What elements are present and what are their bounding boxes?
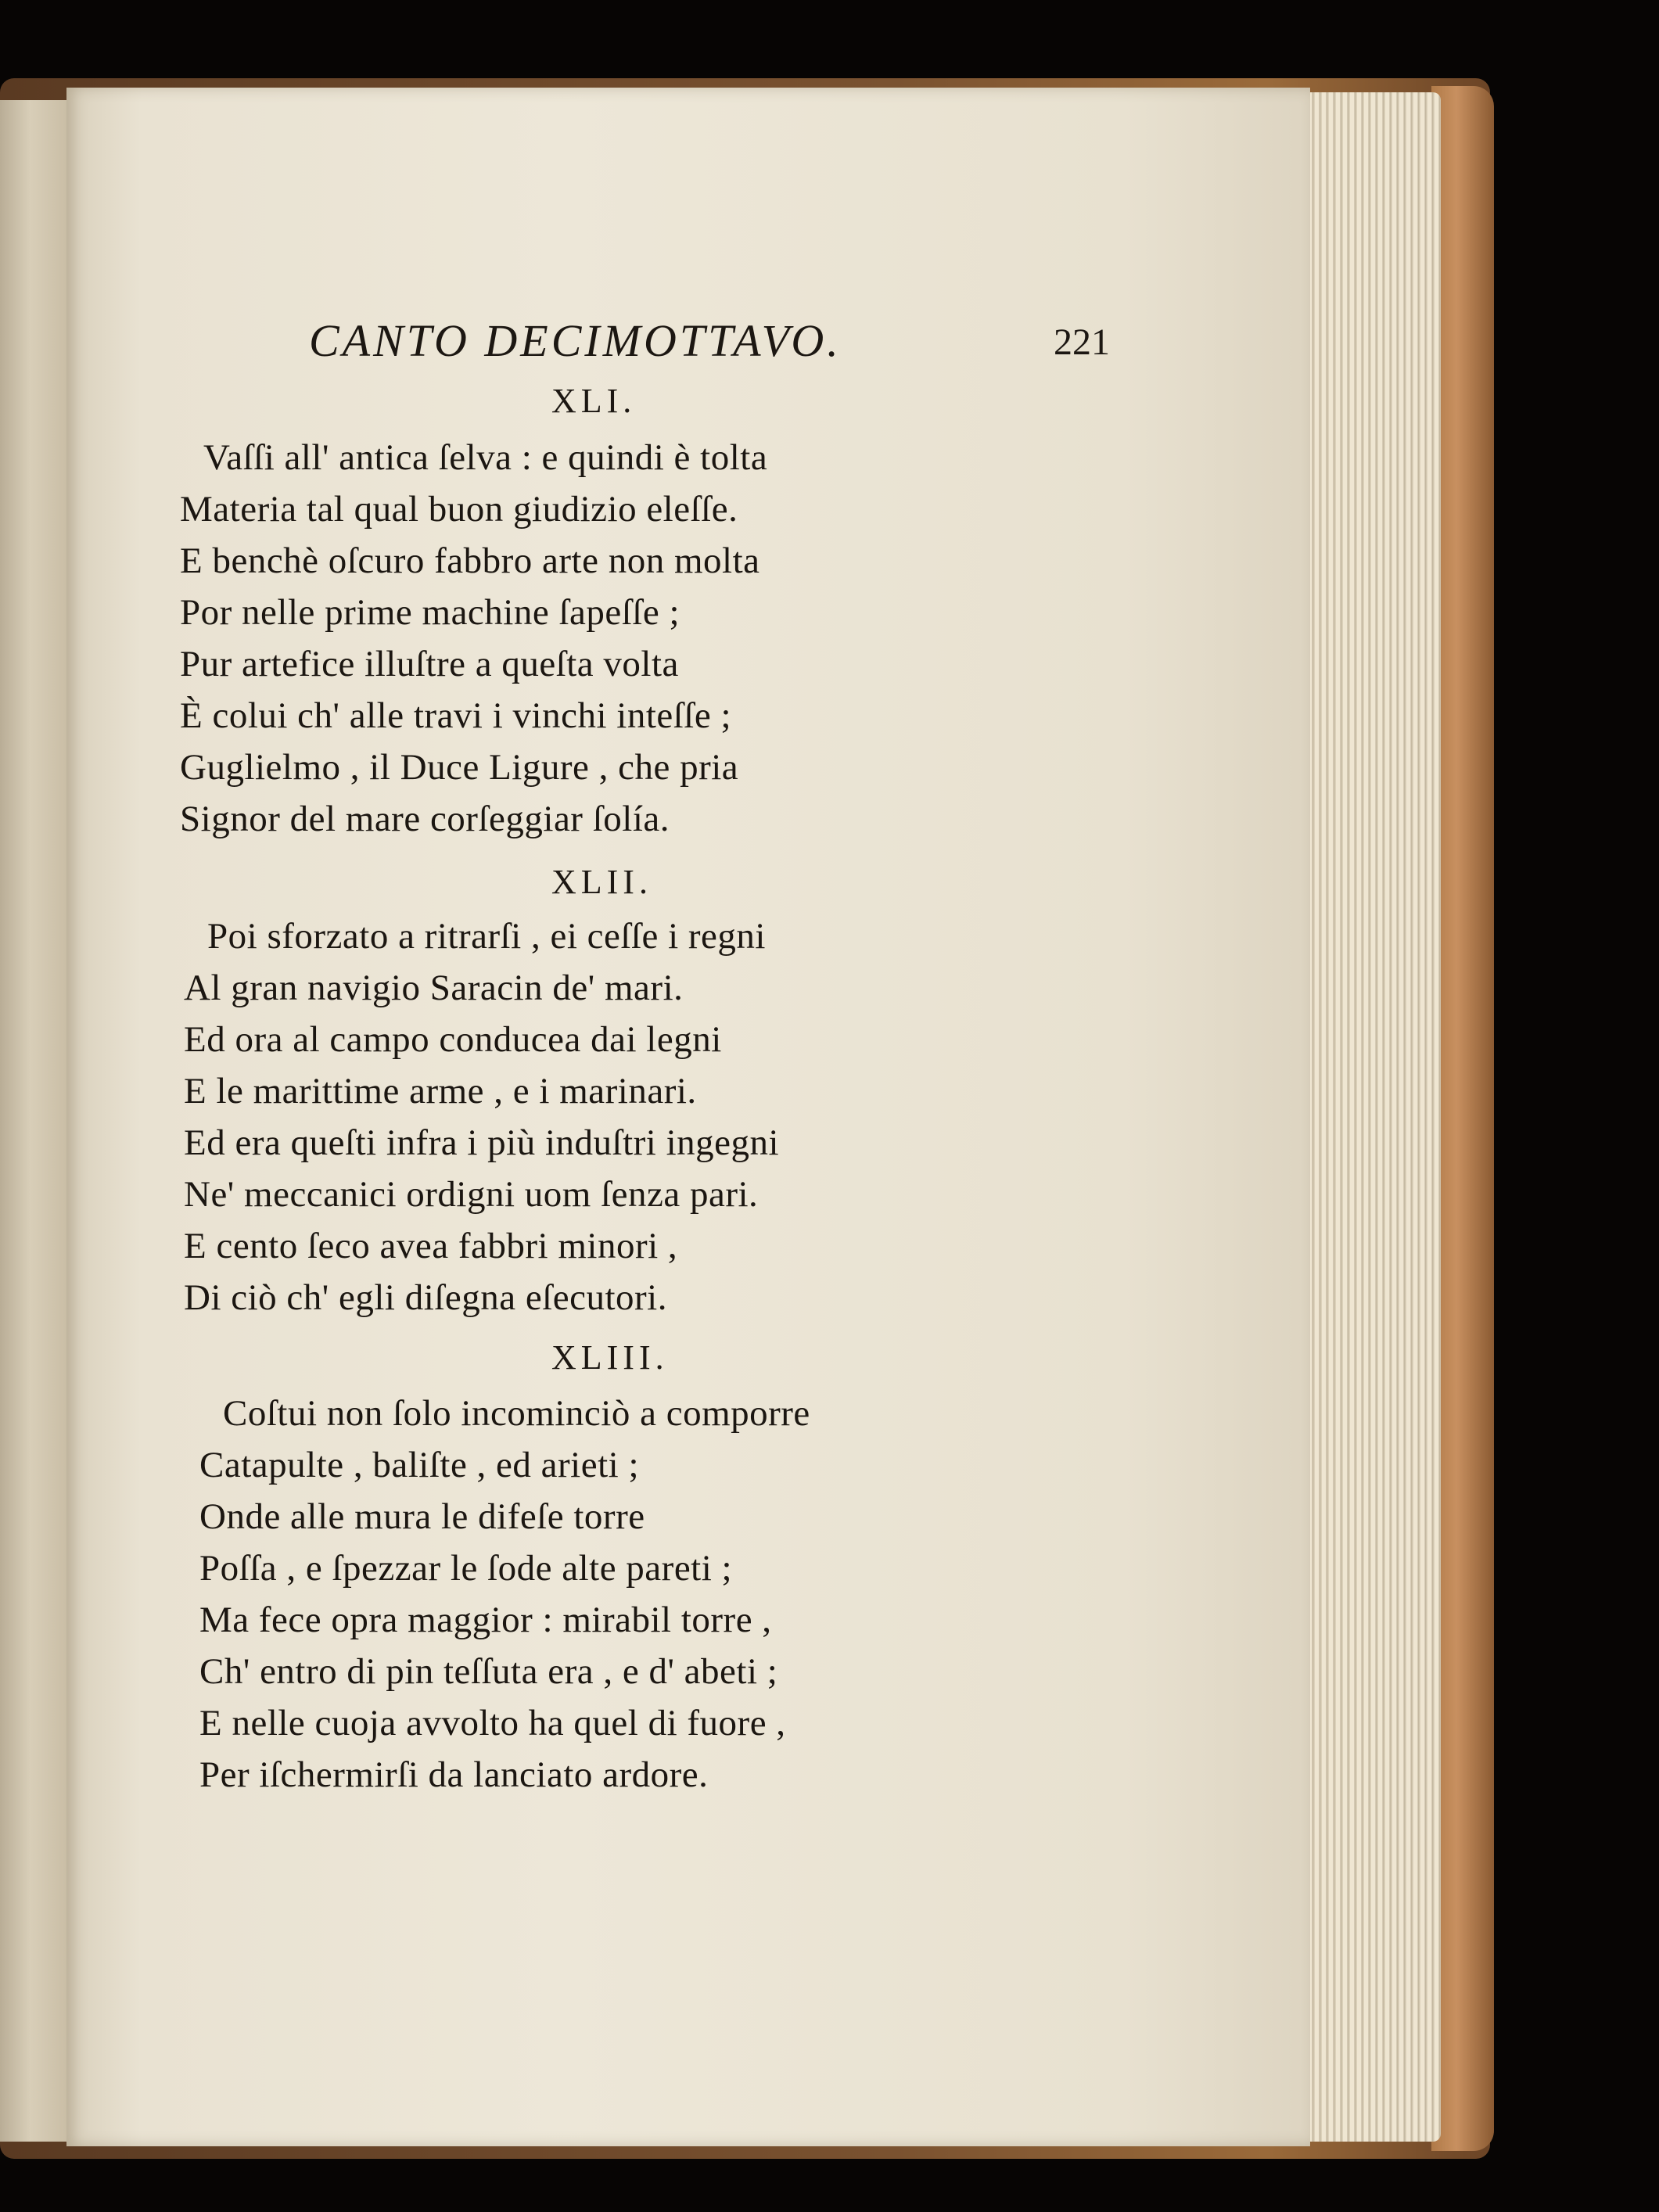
verse-line: Per iſchermirſi da lanciato ardore. <box>199 1754 709 1795</box>
verse-line: E benchè oſcuro fabbro arte non molta <box>180 540 760 581</box>
verse-line: Pur artefice illuſtre a queſta volta <box>180 644 679 684</box>
stanza-text <box>184 910 780 1323</box>
verse-line: Ed ora al campo conducea dai legni <box>184 1019 722 1060</box>
verse-line: E nelle cuoja avvolto ha quel di fuore , <box>199 1703 786 1743</box>
verse-line: Ch' entro di pin teſſuta era , e d' abeti ; <box>199 1651 778 1692</box>
stanza-text <box>199 1388 810 1801</box>
stanza-number: XLIII. <box>551 1338 669 1377</box>
verse-line: Por nelle prime machine ſapeſſe ; <box>180 592 680 633</box>
verse-line: Poſſa , e ſpezzar le ſode alte pareti ; <box>199 1548 733 1589</box>
book-cover-edge <box>1431 86 1494 2151</box>
verse-line: Ed era queſti infra i più induſtri ingegni <box>184 1122 780 1163</box>
page-number: 221 <box>1054 321 1110 363</box>
stanza-number: XLI. <box>551 382 637 420</box>
verse-line: Ma fece opra maggior : mirabil torre , <box>199 1600 772 1640</box>
stanza-number: XLII. <box>551 863 652 901</box>
verse-line: Catapulte , baliſte , ed arieti ; <box>199 1445 640 1485</box>
verse-line: Onde alle mura le difeſe torre <box>199 1496 645 1537</box>
verse-line: Materia tal qual buon giudizio eleſſe. <box>180 489 738 530</box>
book-page <box>66 88 1310 2146</box>
facing-page-edge <box>0 100 69 2142</box>
verse-line: Signor del mare corſeggiar ſolía. <box>180 799 670 839</box>
stanza-text <box>180 432 768 845</box>
running-head: CANTO DECIMOTTAVO. <box>309 315 842 366</box>
verse-line: Guglielmo , il Duce Ligure , che pria <box>180 747 739 788</box>
page-block-edges <box>1308 92 1441 2142</box>
verse-line: E le marittime arme , e i marinari. <box>184 1071 697 1111</box>
verse-line: Poi sforzato a ritrarſi , ei ceſſe i regni <box>207 916 766 957</box>
verse-line: Vaſſi all' antica ſelva : e quindi è tolta <box>203 437 768 478</box>
verse-line: E cento ſeco avea fabbri minori , <box>184 1226 678 1266</box>
verse-line: È colui ch' alle travi i vinchi inteſſe ; <box>180 695 732 736</box>
verse-line: Ne' meccanici ordigni uom ſenza pari. <box>184 1174 759 1215</box>
verse-line: Di ciò ch' egli diſegna eſecutori. <box>184 1277 667 1318</box>
verse-line: Al gran navigio Saracin de' mari. <box>184 968 684 1008</box>
verse-line: Coſtui non ſolo incominciò a comporre <box>223 1393 810 1434</box>
